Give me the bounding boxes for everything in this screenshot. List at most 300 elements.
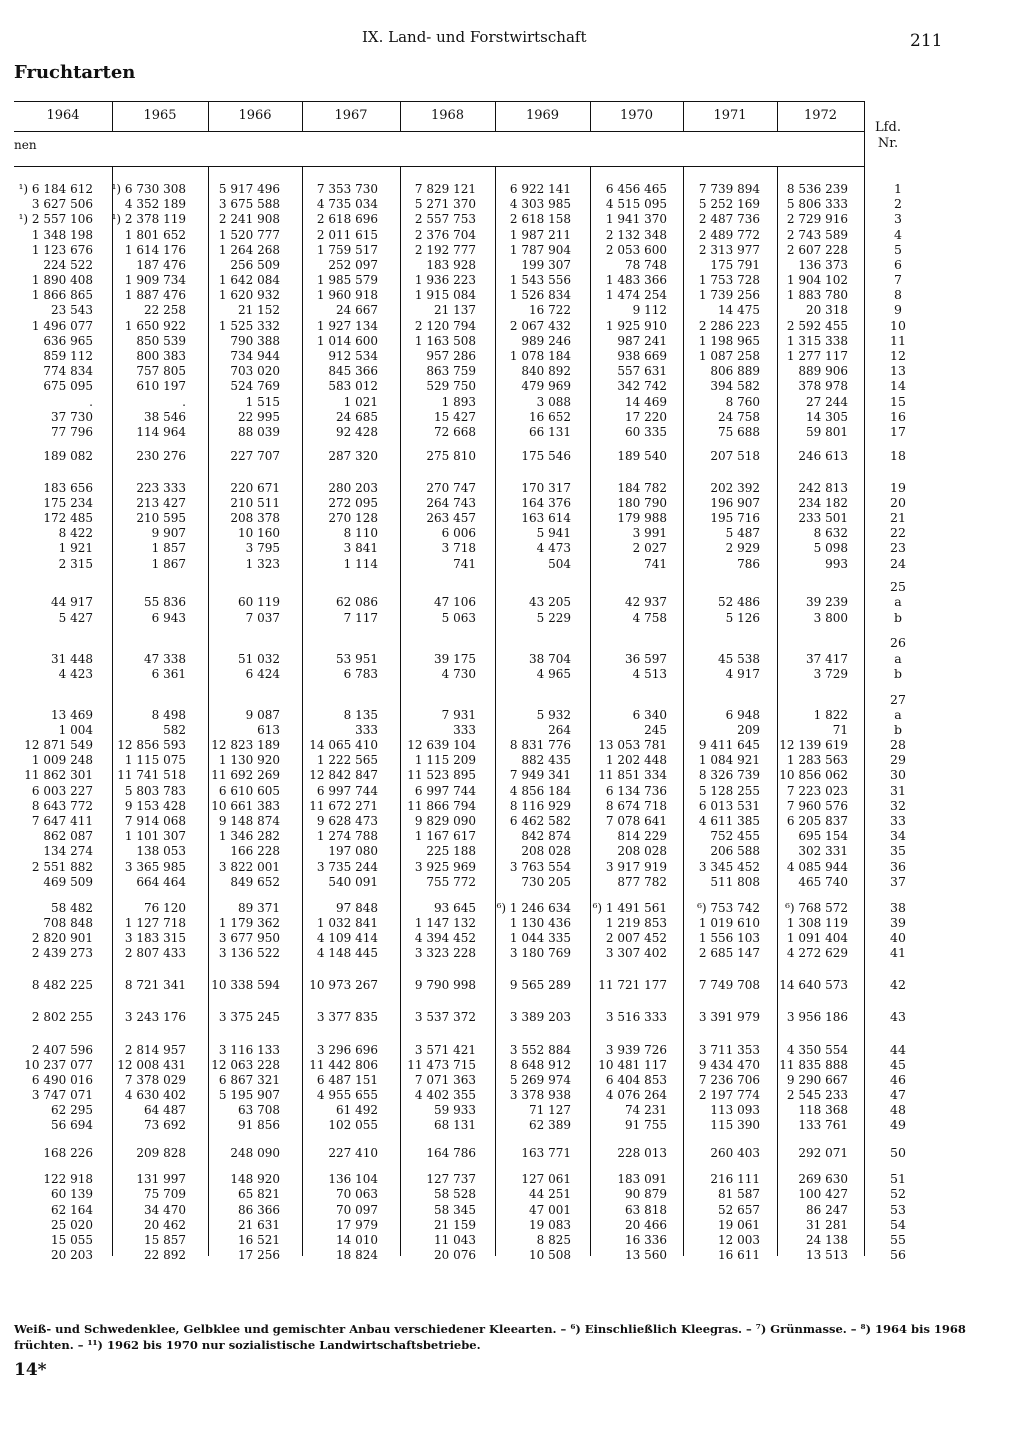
table-cell: 19 061 [718, 1217, 760, 1232]
table-cell: 75 688 [718, 424, 760, 439]
row-number: 25 [890, 579, 906, 595]
table-cell: 131 997 [136, 1172, 186, 1187]
lfd-nr-header [868, 120, 908, 152]
table-cell: 540 091 [328, 874, 378, 889]
table-cell: 227 410 [328, 1146, 378, 1161]
row-number: 52 [890, 1186, 906, 1202]
table-cell: 469 509 [43, 874, 93, 889]
row-number: 5 [894, 241, 902, 257]
table-cell: 730 205 [521, 874, 571, 889]
table-cell: 806 889 [710, 364, 760, 379]
table-cell: 1 130 436 [509, 915, 571, 930]
table-cell: 1 474 254 [605, 288, 667, 303]
table-cell: 3 389 203 [509, 1010, 571, 1025]
table-cell: 5 803 783 [124, 783, 186, 798]
table-cell: 755 772 [426, 874, 476, 889]
year-header-divider [400, 101, 401, 131]
table-cell: 13 469 [51, 707, 93, 722]
table-cell: 17 979 [336, 1217, 378, 1232]
table-cell: 11 473 715 [407, 1057, 476, 1072]
year-header: 1971 [713, 108, 747, 123]
table-cell: 1 960 918 [316, 288, 378, 303]
table-cell: 44 917 [51, 595, 93, 610]
table-cell: 1 985 579 [316, 273, 378, 288]
table-cell: 14 305 [806, 409, 848, 424]
unit-label: nen [14, 138, 37, 152]
table-cell: 3 183 315 [124, 930, 186, 945]
table-cell: 2 407 596 [31, 1042, 93, 1057]
table-cell: 7 749 708 [698, 978, 760, 993]
table-cell: 849 652 [230, 874, 280, 889]
row-number: 21 [890, 510, 906, 525]
row-number: 37 [890, 873, 906, 889]
table-cell: 8 831 776 [509, 738, 571, 753]
table-cell: 7 960 576 [786, 798, 848, 813]
table-cell: 889 906 [798, 364, 848, 379]
table-cell: 4 350 554 [786, 1042, 848, 1057]
row-number: 9 [894, 302, 902, 318]
table-cell: 6 997 744 [316, 783, 378, 798]
row-number: 2 [894, 196, 902, 212]
table-cell: 2 197 774 [698, 1088, 760, 1102]
table-cell: 2 618 158 [509, 212, 571, 227]
table-cell: 610 197 [136, 379, 186, 394]
table-cell: 3 365 985 [124, 859, 186, 874]
table-cell: 14 640 573 [779, 978, 848, 993]
table-cell: 1 115 075 [124, 753, 186, 768]
column-rule [208, 166, 209, 1256]
table-cell: 1 277 117 [786, 349, 848, 363]
table-cell: 224 522 [43, 257, 93, 272]
table-cell: 378 978 [798, 379, 848, 394]
table-cell: 60 119 [238, 595, 280, 610]
table-cell: 4 630 402 [124, 1088, 186, 1102]
row-number: 33 [890, 813, 906, 828]
table-cell: 113 093 [710, 1103, 760, 1118]
table-cell: 208 028 [521, 844, 571, 859]
table-cell: 166 228 [230, 844, 280, 859]
row-number: 3 [894, 211, 902, 227]
table-cell: 14 475 [718, 303, 760, 318]
table-cell: 89 371 [238, 900, 280, 915]
table-cell: 9 148 874 [218, 814, 280, 828]
table-cell: 260 403 [710, 1146, 760, 1161]
table-cell: 6 783 [343, 666, 378, 681]
row-number: 24 [890, 555, 906, 571]
section-title: Fruchtarten [14, 62, 136, 83]
table-cell: 13 053 781 [598, 738, 667, 753]
table-cell: 13 513 [806, 1248, 848, 1262]
table-cell: 1 921 [58, 541, 93, 556]
year-header-divider [590, 101, 591, 131]
table-cell: 183 928 [426, 257, 476, 272]
table-cell: 47 106 [434, 595, 476, 610]
table-cell: 5 932 [536, 707, 571, 722]
row-number: 30 [890, 767, 906, 783]
table-cell: 938 669 [617, 349, 667, 363]
signature-mark: 14* [14, 1360, 47, 1380]
table-cell: 78 748 [625, 257, 667, 272]
table-cell: 70 063 [336, 1187, 378, 1202]
table-cell: 842 874 [521, 829, 571, 844]
table-cell: 862 087 [43, 829, 93, 844]
row-number: 26 [890, 635, 906, 651]
table-cell: ¹) 6 730 308 [111, 182, 186, 196]
table-cell: 1 941 370 [605, 212, 667, 227]
table-cell: 38 704 [529, 651, 571, 666]
table-cell: 199 307 [521, 257, 571, 272]
table-cell: 31 281 [806, 1217, 848, 1232]
table-cell: 136 104 [328, 1172, 378, 1187]
table-cell: 53 951 [336, 651, 378, 666]
table-cell: 5 126 [725, 610, 760, 625]
table-cell: 1 019 610 [698, 915, 760, 930]
table-cell: 56 694 [51, 1118, 93, 1133]
table-cell: 790 388 [230, 333, 280, 348]
table-cell: 233 501 [798, 511, 848, 525]
table-cell: . [182, 394, 186, 409]
table-cell: 245 [644, 722, 667, 737]
table-cell: 58 482 [51, 900, 93, 915]
table-cell: 2 802 255 [31, 1010, 93, 1025]
table-cell: 7 931 [441, 707, 476, 722]
table-cell: 987 241 [617, 333, 667, 348]
table-cell: ¹) 2 557 106 [18, 212, 93, 227]
table-cell: 800 383 [136, 349, 186, 363]
table-cell: 269 630 [798, 1172, 848, 1187]
table-cell: 184 782 [617, 480, 667, 495]
table-cell: 1 044 335 [509, 930, 571, 945]
table-cell: ⁶) 1 491 561 [592, 900, 667, 915]
table-cell: 3 822 001 [218, 859, 280, 874]
row-number: a [894, 594, 902, 610]
table-cell: 4 856 184 [509, 783, 571, 798]
table-cell: 5 252 169 [698, 197, 760, 212]
year-header: 1972 [803, 108, 838, 123]
nr-label: Nr. [877, 136, 899, 151]
table-cell: 333 [355, 722, 378, 737]
table-cell: 1 904 102 [786, 273, 848, 288]
table-cell: 51 032 [238, 651, 280, 666]
table-cell: 3 675 588 [218, 197, 280, 212]
table-cell: 3 627 506 [31, 197, 93, 212]
table-cell: 3 378 938 [509, 1088, 571, 1102]
table-cell: 2 545 233 [786, 1088, 848, 1102]
year-header: 1968 [430, 108, 465, 123]
lfd-right-rule [864, 101, 865, 166]
table-cell: 8 648 912 [509, 1057, 571, 1072]
table-cell: 12 003 [718, 1232, 760, 1247]
table-cell: 3 939 726 [605, 1042, 667, 1057]
table-cell: 15 055 [51, 1232, 93, 1247]
year-header-divider [683, 101, 684, 131]
table-cell: 511 808 [710, 874, 760, 889]
row-number: b [893, 665, 902, 681]
table-cell: 1 032 841 [316, 915, 378, 930]
table-cell: 34 470 [144, 1202, 186, 1217]
table-cell: 5 917 496 [218, 182, 280, 196]
table-cell: 16 722 [529, 303, 571, 318]
table-cell: 97 848 [336, 900, 378, 915]
table-cell: 613 [257, 722, 280, 737]
table-cell: 664 464 [136, 874, 186, 889]
table-cell: 17 256 [238, 1248, 280, 1262]
table-cell: 6 003 227 [31, 783, 93, 798]
table-cell: 208 028 [617, 844, 667, 859]
table-cell: 7 739 894 [698, 182, 760, 196]
table-cell: 863 759 [426, 364, 476, 379]
table-top-rule [14, 101, 864, 102]
table-cell: 1 167 617 [414, 829, 476, 844]
table-cell: 1 346 282 [218, 829, 280, 844]
year-header-divider [208, 101, 209, 131]
table-cell: 695 154 [798, 829, 848, 844]
table-cell: 175 546 [521, 448, 571, 463]
row-number: a [894, 706, 902, 722]
table-cell: 270 128 [328, 511, 378, 525]
table-cell: 5 229 [536, 610, 571, 625]
table-cell: 1 202 448 [605, 753, 667, 768]
column-rule [400, 166, 401, 1256]
table-cell: 70 097 [336, 1202, 378, 1217]
table-cell: 8 674 718 [605, 798, 667, 813]
table-cell: 4 423 [58, 666, 93, 681]
table-cell: 1 222 565 [316, 753, 378, 768]
table-cell: 3 571 421 [414, 1042, 476, 1057]
table-cell: 62 164 [51, 1202, 93, 1217]
table-cell: 957 286 [426, 349, 476, 363]
table-cell: 10 481 117 [598, 1057, 667, 1072]
table-cell: 557 631 [617, 364, 667, 379]
table-cell: 138 053 [136, 844, 186, 859]
table-cell: . [89, 394, 93, 409]
table-cell: 989 246 [521, 333, 571, 348]
table-cell: 3 718 [441, 541, 476, 556]
table-cell: 1 642 084 [218, 273, 280, 288]
table-cell: 21 631 [238, 1217, 280, 1232]
table-cell: 59 933 [434, 1103, 476, 1118]
table-cell: 1 801 652 [124, 227, 186, 242]
table-cell: 529 750 [426, 379, 476, 394]
table-cell: 280 203 [328, 480, 378, 495]
table-cell: 2 027 [632, 541, 667, 556]
table-cell: 3 323 228 [414, 946, 476, 960]
row-number: 43 [890, 1009, 906, 1025]
table-cell: 6 404 853 [605, 1072, 667, 1087]
table-cell: 25 020 [51, 1217, 93, 1232]
table-cell: 4 109 414 [316, 930, 378, 945]
table-cell: 1 909 734 [124, 273, 186, 288]
table-cell: 16 611 [718, 1248, 760, 1262]
table-cell: 127 061 [521, 1172, 571, 1187]
table-cell: 1 021 [343, 394, 378, 409]
table-cell: 272 095 [328, 495, 378, 510]
table-cell: 39 175 [434, 651, 476, 666]
table-cell: 1 147 132 [414, 915, 476, 930]
header-bottom-rule [14, 166, 864, 167]
table-cell: 3 116 133 [218, 1042, 280, 1057]
table-cell: 4 758 [632, 610, 667, 625]
table-cell: 4 965 [536, 666, 571, 681]
table-cell: 242 813 [798, 480, 848, 495]
row-number: 35 [890, 843, 906, 859]
table-cell: 1 526 834 [509, 288, 571, 303]
table-cell: 636 965 [43, 333, 93, 348]
table-cell: 8 422 [58, 526, 93, 541]
table-cell: 2 053 600 [605, 242, 667, 257]
table-cell: 1 822 [813, 707, 848, 722]
table-cell: 5 063 [441, 610, 476, 625]
table-cell: 3 795 [245, 541, 280, 556]
table-cell: 583 012 [328, 379, 378, 394]
table-cell: 7 378 029 [124, 1072, 186, 1087]
table-cell: 1 887 476 [124, 288, 186, 303]
table-cell: 1 915 084 [414, 288, 476, 303]
table-cell: 164 786 [426, 1146, 476, 1161]
table-cell: 7 117 [343, 610, 378, 625]
table-cell: 37 730 [51, 409, 93, 424]
table-cell: 3 956 186 [786, 1010, 848, 1025]
table-cell: 62 295 [51, 1103, 93, 1118]
table-cell: 66 131 [529, 424, 571, 439]
table-cell: 504 [548, 556, 571, 571]
row-number: 55 [890, 1231, 906, 1247]
table-cell: 2 729 916 [786, 212, 848, 227]
year-header: 1969 [525, 108, 560, 123]
table-cell: 2 814 957 [124, 1042, 186, 1057]
table-cell: 210 511 [230, 495, 280, 510]
table-cell: 2 007 452 [605, 930, 667, 945]
table-cell: 4 730 [441, 666, 476, 681]
table-cell: 164 376 [521, 495, 571, 510]
table-cell: 86 247 [806, 1202, 848, 1217]
table-cell: 134 274 [43, 844, 93, 859]
row-number: 11 [890, 332, 906, 348]
table-cell: 264 [548, 722, 571, 737]
table-cell: 47 338 [144, 651, 186, 666]
table-cell: 2 592 455 [786, 318, 848, 333]
table-cell: 8 632 [813, 526, 848, 541]
table-cell: 31 448 [51, 651, 93, 666]
table-cell: 114 964 [136, 424, 186, 439]
table-cell: 1 867 [151, 556, 186, 571]
table-cell: 225 188 [426, 844, 476, 859]
table-cell: 3 516 333 [605, 1010, 667, 1025]
table-cell: 1 515 [245, 394, 280, 409]
table-cell: 1 115 209 [414, 753, 476, 768]
table-cell: 1 525 332 [218, 318, 280, 333]
table-cell: 734 944 [230, 349, 280, 363]
table-cell: 220 671 [230, 480, 280, 495]
table-cell: 741 [644, 556, 667, 571]
table-cell: 9 907 [151, 526, 186, 541]
table-cell: 60 335 [625, 424, 667, 439]
table-cell: 208 378 [230, 511, 280, 525]
table-cell: 1 078 184 [509, 349, 571, 363]
table-cell: 64 487 [144, 1103, 186, 1118]
table-cell: 24 138 [806, 1232, 848, 1247]
table-cell: 275 810 [426, 448, 476, 463]
table-cell: 47 001 [529, 1202, 571, 1217]
table-cell: ¹) 6 184 612 [18, 182, 93, 196]
table-cell: 2 241 908 [218, 212, 280, 227]
table-cell: 252 097 [328, 257, 378, 272]
column-rule [495, 166, 496, 1256]
row-number: 16 [890, 408, 906, 424]
table-cell: 1 163 508 [414, 333, 476, 348]
year-header: 1967 [334, 108, 368, 123]
table-cell: 75 709 [144, 1187, 186, 1202]
table-cell: 11 442 806 [309, 1057, 378, 1072]
table-cell: 4 735 034 [316, 197, 378, 212]
table-cell: 91 856 [238, 1118, 280, 1133]
table-cell: 11 721 177 [598, 978, 667, 993]
table-cell: 14 065 410 [309, 738, 378, 753]
table-cell: 1 890 408 [31, 273, 93, 288]
table-cell: 122 918 [43, 1172, 93, 1187]
table-cell: 270 747 [426, 480, 476, 495]
table-cell: 5 806 333 [786, 197, 848, 212]
table-cell: 21 137 [434, 303, 476, 318]
table-cell: 22 258 [144, 303, 186, 318]
table-cell: 14 469 [625, 394, 667, 409]
table-cell: 1 004 [58, 722, 93, 737]
table-cell: 3 345 452 [698, 859, 760, 874]
table-cell: 287 320 [328, 448, 378, 463]
table-cell: 10 856 062 [779, 768, 848, 783]
table-cell: 102 055 [328, 1118, 378, 1133]
table-cell: 118 368 [798, 1103, 848, 1118]
table-cell: 24 667 [336, 303, 378, 318]
table-cell: 52 486 [718, 595, 760, 610]
table-cell: 1 198 965 [698, 333, 760, 348]
year-header-divider [302, 101, 303, 131]
table-cell: 12 842 847 [309, 768, 378, 783]
row-number: 28 [890, 737, 906, 753]
table-cell: 6 487 151 [316, 1072, 378, 1087]
table-cell: 187 476 [136, 257, 186, 272]
table-cell: 1 323 [245, 556, 280, 571]
table-cell: 292 071 [798, 1146, 848, 1161]
table-cell: 1 009 248 [31, 753, 93, 768]
table-cell: 8 825 [536, 1232, 571, 1247]
table-cell: 2 011 615 [316, 227, 378, 242]
table-cell: 16 652 [529, 409, 571, 424]
row-number: 44 [890, 1041, 906, 1057]
table-cell: 1 866 865 [31, 288, 93, 303]
table-cell: 2 315 [58, 556, 93, 571]
table-cell: 12 639 104 [407, 738, 476, 753]
table-cell: 708 848 [43, 915, 93, 930]
column-rule [864, 166, 865, 1256]
table-cell: 209 828 [136, 1146, 186, 1161]
table-cell: 170 317 [521, 480, 571, 495]
table-cell: 93 645 [434, 900, 476, 915]
running-head: IX. Land- und Forstwirtschaft [362, 28, 587, 46]
table-cell: 115 390 [710, 1118, 760, 1133]
table-cell: 1 101 307 [124, 829, 186, 844]
table-cell: 197 080 [328, 844, 378, 859]
row-number: 51 [890, 1171, 906, 1187]
row-number: 1 [894, 181, 902, 196]
table-cell: 741 [453, 556, 476, 571]
row-number: 7 [894, 272, 902, 288]
table-cell: 1 759 517 [316, 242, 378, 257]
table-cell: 4 955 655 [316, 1088, 378, 1102]
table-cell: 3 747 071 [31, 1088, 93, 1102]
table-cell: 2 132 348 [605, 227, 667, 242]
table-cell: 13 560 [625, 1248, 667, 1262]
